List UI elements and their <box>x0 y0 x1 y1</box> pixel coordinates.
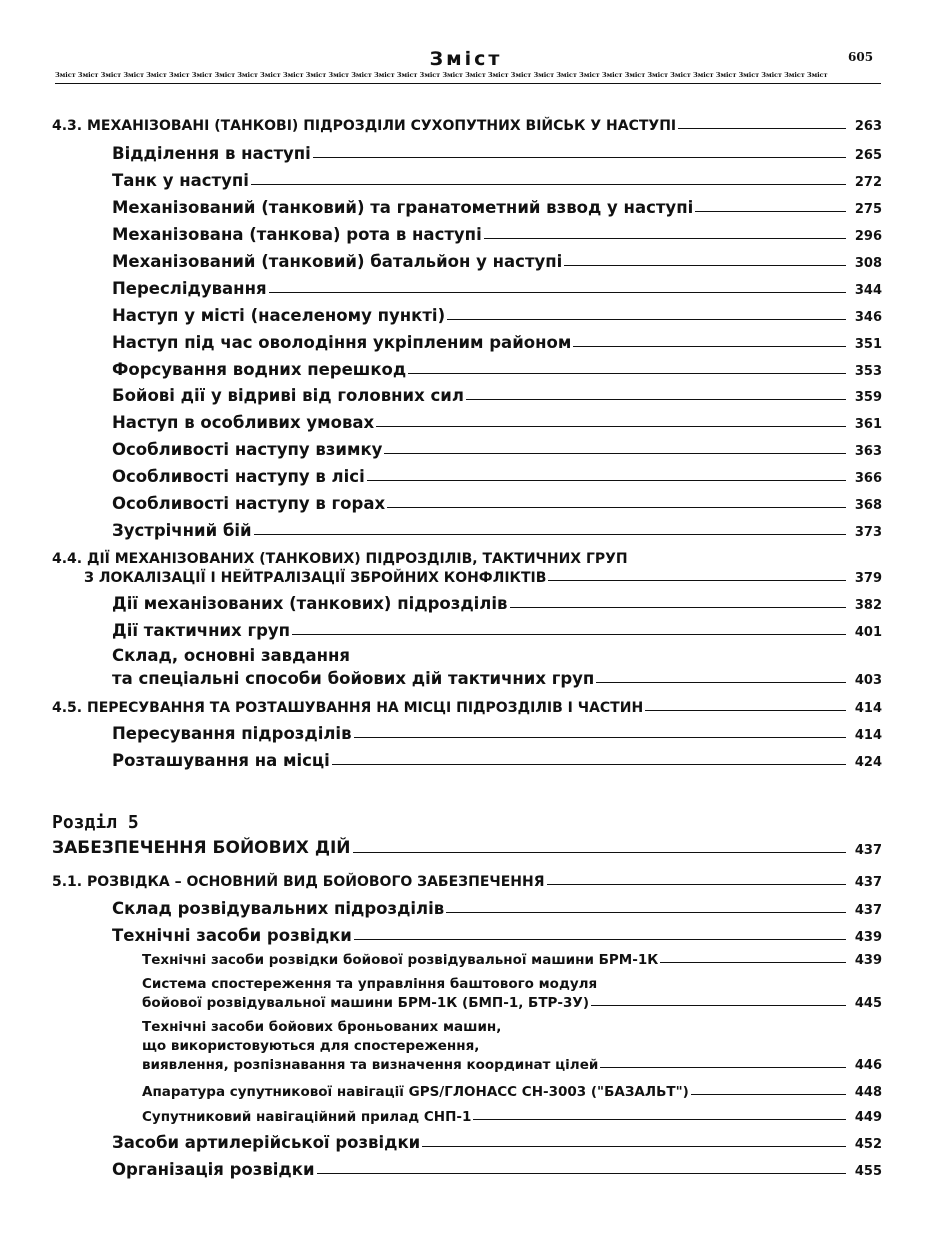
toc-entry-title: Технічні засоби розвідки бойової розвідувальної машини БРМ-1К <box>142 952 659 968</box>
toc-entry-title: Дії тактичних груп <box>112 621 291 640</box>
toc-leader <box>269 292 846 293</box>
toc-leader <box>547 884 847 885</box>
toc-page-number: 308 <box>854 256 882 271</box>
toc-leader <box>292 634 846 635</box>
toc-entry-title: Особливості наступу в горах <box>112 494 386 513</box>
toc-entry[interactable] <box>112 1133 882 1152</box>
toc-entry-first-line: Склад, основні завдання <box>112 646 350 665</box>
toc-leader <box>251 184 846 185</box>
running-header-pattern: Зміст Зміст Зміст Зміст Зміст Зміст Зміст Зміст Зміст Зміст Зміст Зміст Зміст Зміст Зміст Зміст Зміст Зміст Зміст Зміст Зміст Зміст Зміст Зміст Зміст Зміст Зміст Зміст Зміст Зміст Зміст Зміст Зміст Зміст <box>55 71 881 84</box>
toc-leader <box>447 319 846 320</box>
toc-entry[interactable] <box>112 333 882 352</box>
toc-leader <box>695 211 846 212</box>
toc-entry[interactable] <box>112 669 882 688</box>
toc-entry[interactable] <box>52 700 882 716</box>
toc-entry-title: Технічні засоби розвідки <box>112 926 352 945</box>
toc-entry[interactable] <box>52 838 882 858</box>
toc-entry[interactable] <box>142 952 882 968</box>
toc-entry-title: Наступ під час оволодіння укріпленим районом <box>112 333 572 352</box>
toc-entry-title: Відділення в наступі <box>112 144 311 163</box>
toc-leader <box>484 238 846 239</box>
toc-leader <box>591 1005 846 1006</box>
toc-page-number: 414 <box>854 701 882 716</box>
toc-page-number: 353 <box>854 364 882 379</box>
toc-entry[interactable] <box>112 594 882 613</box>
toc-page-number: 275 <box>854 202 882 217</box>
toc-leader <box>466 399 846 400</box>
toc-page-number: 449 <box>854 1110 882 1125</box>
toc-page-number: 272 <box>854 175 882 190</box>
toc-entry-title: Супутниковий навігаційний прилад СНП-1 <box>142 1109 472 1125</box>
toc-entry[interactable] <box>112 926 882 945</box>
toc-page-number: 346 <box>854 310 882 325</box>
toc-leader <box>573 346 846 347</box>
toc-page-number: 401 <box>854 625 882 640</box>
toc-leader <box>678 128 846 129</box>
toc-entry[interactable] <box>142 1109 882 1125</box>
toc-leader <box>387 507 846 508</box>
toc-entry-title: Організація розвідки <box>112 1160 315 1179</box>
toc-entry-title: Механізована (танкова) рота в наступі <box>112 225 482 244</box>
toc-entry-first-line: 4.4. ДІЇ МЕХАНІЗОВАНИХ (ТАНКОВИХ) ПІДРОЗДІЛІВ, ТАКТИЧНИХ ГРУП <box>52 551 628 567</box>
toc-entry-first-line: Система спостереження та управління баштового модуля <box>142 976 598 992</box>
toc-entry[interactable] <box>112 306 882 325</box>
toc-leader <box>473 1119 846 1120</box>
toc-entry-title: Зустрічний бій <box>112 521 252 540</box>
toc-page-number: 265 <box>854 148 882 163</box>
toc-page-number: 403 <box>854 673 882 688</box>
toc-entry[interactable] <box>52 874 882 890</box>
toc-entry[interactable] <box>112 494 882 513</box>
toc-leader <box>254 534 846 535</box>
toc-entry[interactable] <box>142 995 882 1011</box>
toc-entry-title: З ЛОКАЛІЗАЦІЇ І НЕЙТРАЛІЗАЦІЇ ЗБРОЙНИХ КОНФЛІКТІВ <box>84 570 547 586</box>
toc-entry-title: Пересування підрозділів <box>112 724 352 743</box>
toc-leader <box>596 682 846 683</box>
toc-leader <box>332 764 846 765</box>
toc-entry[interactable] <box>52 118 882 134</box>
toc-leader <box>645 710 846 711</box>
toc-entry[interactable] <box>112 171 882 190</box>
toc-leader <box>422 1146 846 1147</box>
toc-leader <box>510 607 847 608</box>
toc-page-number: 437 <box>854 875 882 890</box>
toc-entry-title: Бойові дії у відриві від головних сил <box>112 386 464 405</box>
toc-entry[interactable] <box>112 225 882 244</box>
toc-entry[interactable] <box>112 751 882 770</box>
toc-entry[interactable] <box>142 1057 882 1073</box>
toc-entry-title: Апаратура супутникової навігації GPS/ГЛОНАСС СН-3003 ("БАЗАЛЬТ") <box>142 1084 689 1100</box>
toc-page-number: 351 <box>854 337 882 352</box>
toc-entry[interactable] <box>112 621 882 640</box>
toc-page-number: 379 <box>854 571 882 586</box>
toc-leader <box>446 912 846 913</box>
toc-page-number: 373 <box>854 525 882 540</box>
toc-entry-title: Особливості наступу взимку <box>112 440 383 459</box>
toc-entry[interactable] <box>112 899 882 918</box>
toc-leader <box>408 373 846 374</box>
toc-page-number: 439 <box>854 953 882 968</box>
toc-entry-title: Переслідування <box>112 279 267 298</box>
toc-entry[interactable] <box>112 198 882 217</box>
toc-leader <box>691 1094 846 1095</box>
toc-leader <box>353 852 846 853</box>
toc-entry-title: Наступ у місті (населеному пункті) <box>112 306 446 325</box>
toc-leader <box>600 1067 846 1068</box>
toc-entry-title: Склад розвідувальних підрозділів <box>112 899 445 918</box>
toc-entry-title: ЗАБЕЗПЕЧЕННЯ БОЙОВИХ ДІЙ <box>52 838 351 858</box>
toc-page-number: 452 <box>854 1137 882 1152</box>
toc-entry-title: Розташування на місці <box>112 751 330 770</box>
toc-page-number: 263 <box>854 119 882 134</box>
toc-leader <box>313 157 846 158</box>
toc-page-number: 368 <box>854 498 882 513</box>
toc-page-number: 437 <box>854 903 882 918</box>
toc-page-number: 414 <box>854 728 882 743</box>
toc-leader <box>354 737 846 738</box>
toc-page-number: 296 <box>854 229 882 244</box>
toc-entry-title: Засоби артилерійської розвідки <box>112 1133 421 1152</box>
page-number: 605 <box>848 50 874 64</box>
toc-leader <box>660 962 846 963</box>
toc-entry[interactable] <box>112 279 882 298</box>
toc-entry[interactable] <box>84 570 882 586</box>
toc-page-number: 439 <box>854 930 882 945</box>
toc-entry-title: та спеціальні способи бойових дій тактичних груп <box>112 669 595 688</box>
toc-page-number: 424 <box>854 755 882 770</box>
toc-page-number: 382 <box>854 598 882 613</box>
toc-leader <box>384 453 846 454</box>
toc-leader <box>317 1173 846 1174</box>
toc-page-number: 437 <box>854 843 882 858</box>
toc-entry-title: Особливості наступу в лісі <box>112 467 365 486</box>
toc-leader <box>564 265 846 266</box>
toc-leader <box>548 580 846 581</box>
toc-entry-title: Форсування водних перешкод <box>112 360 407 379</box>
toc-entry-title: 5.1. РОЗВІДКА – ОСНОВНИЙ ВИД БОЙОВОГО ЗАБЕЗПЕЧЕННЯ <box>52 874 545 890</box>
toc-page-number: 361 <box>854 417 882 432</box>
toc-leader <box>354 939 846 940</box>
section-label: Розділ 5 <box>52 812 139 833</box>
toc-entry[interactable] <box>112 386 882 405</box>
toc-leader <box>376 426 846 427</box>
toc-entry[interactable] <box>112 252 882 271</box>
toc-page-number: 344 <box>854 283 882 298</box>
toc-entry-title: 4.5. ПЕРЕСУВАННЯ ТА РОЗТАШУВАННЯ НА МІСЦІ ПІДРОЗДІЛІВ І ЧАСТИН <box>52 700 644 716</box>
toc-entry[interactable] <box>112 521 882 540</box>
toc-page-number: 445 <box>854 996 882 1011</box>
toc-entry-title: Наступ в особливих умовах <box>112 413 375 432</box>
toc-entry[interactable] <box>112 724 882 743</box>
toc-page-number: 455 <box>854 1164 882 1179</box>
toc-page-number: 366 <box>854 471 882 486</box>
toc-entry-title: Механізований (танковий) батальйон у наступі <box>112 252 563 271</box>
toc-entry[interactable] <box>112 1160 882 1179</box>
toc-page-number: 446 <box>854 1058 882 1073</box>
toc-entry[interactable] <box>112 360 882 379</box>
toc-entry-title: Танк у наступі <box>112 171 249 190</box>
toc-entry-second-line: що використовуються для спостереження, <box>142 1038 480 1054</box>
toc-page-number: 448 <box>854 1085 882 1100</box>
toc-entry[interactable] <box>142 1084 882 1100</box>
toc-entry[interactable] <box>112 413 882 432</box>
toc-entry-title: Дії механізованих (танкових) підрозділів <box>112 594 508 613</box>
toc-entry[interactable] <box>112 440 882 459</box>
toc-entry-title: бойової розвідувальної машини БРМ-1К (БМП-1, БТР-3У) <box>142 995 590 1011</box>
toc-entry-first-line: Технічні засоби бойових броньованих машин, <box>142 1019 502 1035</box>
page-title: Зміст <box>429 48 503 70</box>
toc-entry-title: виявлення, розпізнавання та визначення координат цілей <box>142 1057 599 1073</box>
toc-page-number: 359 <box>854 390 882 405</box>
toc-entry[interactable] <box>112 467 882 486</box>
toc-entry-title: Механізований (танковий) та гранатометний взвод у наступі <box>112 198 694 217</box>
toc-leader <box>367 480 846 481</box>
toc-page-number: 363 <box>854 444 882 459</box>
toc-entry-title: 4.3. МЕХАНІЗОВАНІ (ТАНКОВІ) ПІДРОЗДІЛИ СУХОПУТНИХ ВІЙСЬК У НАСТУПІ <box>52 118 677 134</box>
toc-entry[interactable] <box>112 144 882 163</box>
